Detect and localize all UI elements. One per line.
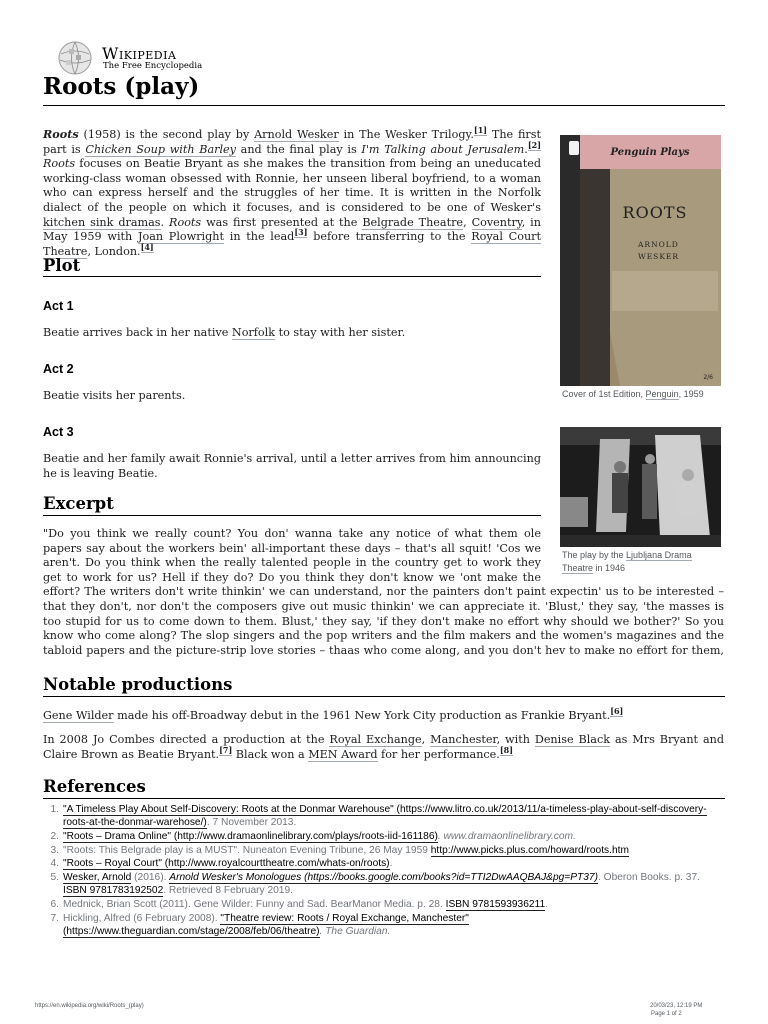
reference-link[interactable]: Wesker, Arnold: [63, 872, 132, 884]
section-divider: [43, 515, 541, 516]
intro-bold-title: Roots: [43, 127, 79, 141]
isbn-link[interactable]: ISBN 9781783192502: [63, 885, 164, 897]
intro-text: (1958) is the second play by: [78, 128, 255, 141]
link-royal-exchange[interactable]: Royal Exchange: [329, 733, 422, 746]
reference-item: [43, 871, 725, 897]
intro-text: in The Wesker Trilogy.: [338, 128, 474, 141]
link-ljubljana-drama-theatre[interactable]: Ljubljana Drama Theatre: [562, 550, 692, 573]
link-kitchen-sink[interactable]: kitchen sink dramas: [43, 215, 161, 229]
section-divider: [43, 276, 541, 277]
footer-page: Page 1 of 2: [651, 1011, 682, 1017]
ref-link-7[interactable]: [7]: [219, 744, 233, 755]
intro-text: in the lead: [224, 230, 295, 244]
reference-item: [43, 912, 725, 938]
footer-date: 20/03/23, 12:19 PM: [650, 1003, 703, 1009]
page-title: Roots (play): [43, 73, 200, 100]
title-divider: [43, 105, 725, 106]
reference-item: [43, 830, 725, 843]
reference-number: 7.: [50, 912, 59, 924]
notable-text: Black won a: [232, 747, 309, 761]
notable-text: In 2008 Jo Combes directed a production at the: [43, 733, 330, 746]
section-heading-notable-productions: Notable productions: [43, 675, 233, 694]
link-royal-court[interactable]: Royal Court Theatre: [43, 230, 541, 258]
caption-text: The play by the: [562, 550, 627, 560]
section-divider: [43, 696, 725, 697]
act-text: to stay with her sister.: [275, 326, 406, 339]
reference-link[interactable]: "Roots – Royal Court" (http://www.royalcourttheatre.com/whats-on/roots): [63, 858, 390, 870]
cover-caption: [562, 388, 722, 401]
footer-meta: [650, 1002, 702, 1018]
reference-item: [43, 803, 725, 829]
excerpt-float-spacer: [541, 527, 724, 585]
cover-quote-area: [612, 271, 718, 311]
link-penguin[interactable]: Penguin: [645, 389, 679, 399]
notable-paragraph-1: [43, 706, 724, 724]
excerpt-text-flow: [43, 527, 724, 659]
intro-italic: I'm Talking about Jerusalem: [361, 142, 525, 156]
reference-number: 3.: [50, 844, 59, 856]
cover-title-text: ROOTS: [622, 203, 688, 222]
cover-author-line-2: WESKER: [638, 252, 680, 261]
reference-link[interactable]: http://www.picks.plus.com/howard/roots.htm: [430, 844, 629, 856]
act-text: Beatie arrives back in her native: [43, 326, 232, 339]
reference-text: Mednick, Brian Scott (2011). Gene Wilder: Funny and Sad. BearManor Media. p. 28.: [63, 898, 446, 910]
reference-number: 5.: [50, 872, 59, 884]
globe-logo-icon: [56, 40, 94, 76]
reference-text: . 7 November 2013.: [206, 817, 297, 829]
reference-item: [43, 857, 725, 870]
reference-number: 6.: [50, 898, 59, 910]
link-coventry[interactable]: Coventry: [471, 215, 522, 229]
intro-italic: Roots: [169, 215, 202, 229]
intro-paragraph: [43, 127, 541, 259]
intro-text: , in May 1959 with: [43, 215, 541, 244]
cover-author-line-1: ARNOLD: [638, 240, 679, 249]
reference-text: "Roots: This Belgrade play is a MUST". Nuneaton Evening Tribune, 26 May 1959: [63, 844, 431, 856]
reference-text: .: [545, 898, 548, 910]
reference-item: [43, 844, 725, 857]
link-manchester[interactable]: Manchester: [430, 733, 497, 746]
section-heading-plot: Plot: [43, 256, 81, 275]
link-joan-plowright[interactable]: Joan Plowright: [137, 230, 225, 244]
intro-text: .: [524, 142, 528, 156]
tagline: The Free Encyclopedia: [103, 61, 203, 71]
link-men-award[interactable]: MEN Award: [308, 747, 378, 761]
reference-link[interactable]: "Roots – Drama Online" (http://www.dramaonlinelibrary.com/plays/roots-iid-161186): [63, 830, 438, 842]
ref-link-1[interactable]: [1]: [473, 125, 488, 136]
ref-link-2[interactable]: [2]: [527, 139, 541, 150]
link-arnold-wesker[interactable]: Arnold Wesker: [254, 128, 339, 141]
caption-text: Cover of 1st Edition,: [562, 389, 646, 399]
intro-text: before transferring to the: [307, 230, 472, 244]
intro-text: was first presented at the: [201, 215, 363, 229]
act-3-text: Beatie and her family await Ronnie's arrival, until a letter arrives from him announcing he is leaving Beatie.: [43, 452, 541, 480]
ref-link-6[interactable]: [6]: [610, 706, 624, 717]
notable-text: ,: [421, 733, 431, 746]
notable-text: as Mrs Bryant and Claire Brown as Beatie Bryant.: [43, 733, 724, 761]
notable-text: , with: [496, 733, 535, 746]
link-chicken-soup[interactable]: Chicken Soup with Barley: [85, 142, 236, 156]
act-1-text: [43, 326, 541, 341]
reference-number: 4.: [50, 858, 59, 870]
reference-link[interactable]: Arnold Wesker's Monologues (https://books.google.com/books?id=TTI2DwAAQBAJ&pg=PT37): [169, 872, 598, 884]
reference-item: [43, 898, 725, 911]
ref-link-4[interactable]: [4]: [140, 242, 154, 253]
excerpt-block: [43, 527, 724, 659]
link-belgrade-theatre[interactable]: Belgrade Theatre: [362, 215, 464, 229]
book-cover-image[interactable]: [560, 135, 721, 386]
reference-number: 1.: [50, 804, 59, 815]
reference-text: (2016).: [131, 872, 170, 884]
heading-act-1: Act 1: [43, 299, 74, 313]
reference-link[interactable]: "Theatre review: Roots / Royal Exchange, Manchester" (https://www.theguardian.com/stage/2008/feb/06/theatre): [63, 912, 469, 937]
wikipedia-logo[interactable]: [56, 40, 276, 76]
section-heading-excerpt: Excerpt: [43, 494, 114, 513]
notable-text: for her performance.: [377, 747, 500, 761]
reference-text: . www.dramaonlinelibrary.com.: [437, 830, 576, 842]
isbn-link[interactable]: ISBN 9781593936211: [445, 898, 546, 910]
link-denise-black[interactable]: Denise Black: [534, 733, 611, 746]
references-container: [43, 803, 725, 947]
intro-text: .: [160, 215, 170, 229]
wordmark: Wikipedia: [102, 44, 177, 63]
intro-text: ,: [463, 215, 472, 229]
act-2-text: Beatie visits her parents.: [43, 389, 186, 402]
heading-act-2: Act 2: [43, 362, 74, 376]
excerpt-text: "Do you think we really count? You don' wanna take any notice of what them ole papers say about the workers bein' all-important these days – that's all squit! 'Cos we aren't. Do you think when the really talented people in the country get to work they get to work for us? Hell if they do? Do you think they don't know we 'ont make the effort? The writers don't write thinkin' we can understand, nor the painters don't paint expectin' us to be interested – that they don't, nor don't the composers give out music thinkin' we can appreciate it. 'Blust,' they say, 'the masses is too stupid for us to come down to them. Blust,' they say, 'if they don't make no effort why should we bother?' So you know who come along? The slop singers and the pop writers and the film makers and the women's magazines and the tabloid papers and the picture-strip love stories – thaas who come along, and you don't hev to make no effort for them,: [43, 527, 724, 657]
ref-link-3[interactable]: [3]: [294, 227, 308, 238]
references-list: [43, 803, 725, 938]
intro-text: The first part is: [43, 128, 541, 156]
intro-text: , London.: [87, 244, 141, 258]
intro-italic: Roots: [43, 157, 76, 171]
footer-url: https://en.wikipedia.org/wiki/Roots_(play): [35, 1003, 144, 1009]
caption-text: in 1946: [593, 562, 626, 573]
reference-text: .: [389, 858, 393, 870]
link-norfolk[interactable]: Norfolk: [231, 326, 276, 339]
notable-text: made his off-Broadway debut in the 1961 New York City production as Frankie Bryant.: [113, 709, 611, 722]
section-divider: [43, 798, 725, 799]
heading-act-3: Act 3: [43, 425, 74, 439]
reference-link[interactable]: "A Timeless Play About Self-Discovery: Roots at the Donmar Warehouse" (https://www.litro.co.uk/2013/11/a-timeless-play-about-self-discovery-roots-at-the-donmar-warehose/): [63, 804, 707, 829]
notable-paragraph-2: [43, 733, 724, 762]
intro-text: and the final play is: [236, 142, 362, 156]
caption-text: , 1959: [678, 389, 704, 399]
link-gene-wilder[interactable]: Gene Wilder: [43, 709, 114, 722]
reference-number: 2.: [50, 830, 59, 842]
reference-text: Hickling, Alfred (6 February 2008).: [63, 912, 221, 924]
reference-text: . The Guardian.: [319, 925, 391, 937]
cover-price-text: 2/6: [703, 374, 713, 381]
intro-text: focuses on Beatie Bryant as she makes the transition from being an uneducated working-class woman obsessed with Ronnie, her unseen liberal boyfriend, to a woman who can express herself and the struggles of her time. It is written in the Norfolk dialect of the people on which it focuses, and is considered to be one of Wesker's: [43, 157, 541, 214]
cover-header-text: Penguin Plays: [610, 147, 690, 158]
reference-text: . Retrieved 8 February 2019.: [163, 885, 293, 897]
ref-link-8[interactable]: [8]: [499, 744, 513, 755]
section-heading-references: References: [43, 777, 146, 796]
reference-text: . Oberon Books. p. 37.: [598, 872, 700, 884]
